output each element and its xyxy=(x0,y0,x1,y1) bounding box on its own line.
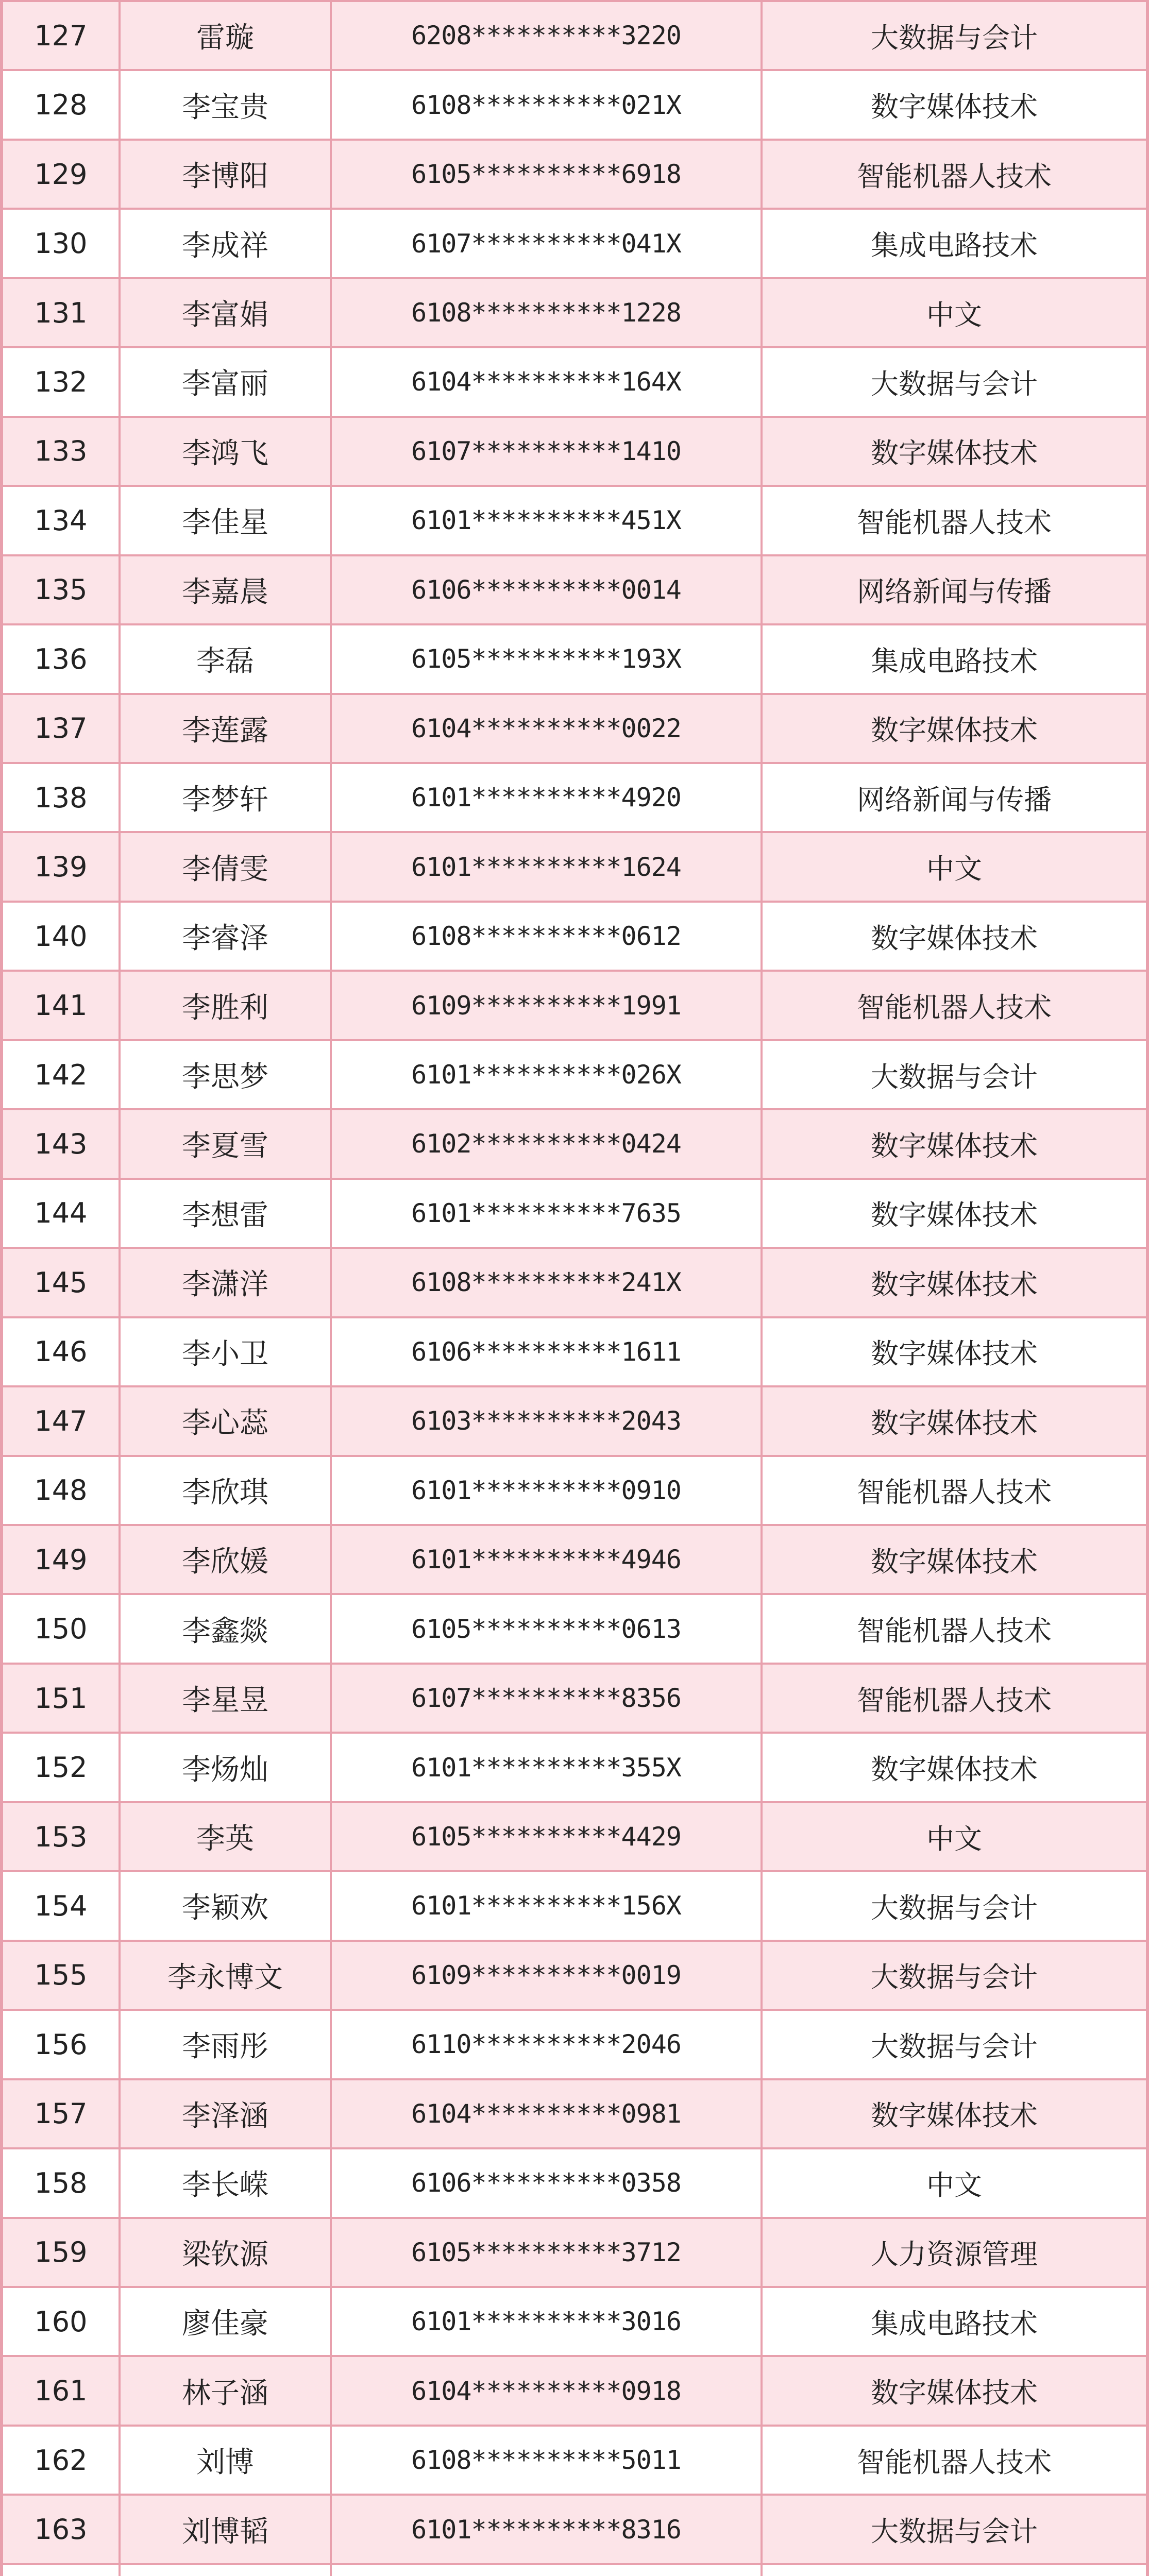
row-number: 162 xyxy=(3,2427,121,2494)
student-name: 廖佳豪 xyxy=(121,2288,332,2355)
student-name: 李睿泽 xyxy=(121,903,332,970)
student-name: 李长嵘 xyxy=(121,2149,332,2216)
student-name: 李潇洋 xyxy=(121,1249,332,1316)
table-row xyxy=(0,764,1149,833)
table-row xyxy=(0,2149,1149,2218)
table-row xyxy=(0,1595,1149,1664)
table-row xyxy=(0,833,1149,902)
id-number: 6106**********0358 xyxy=(332,2149,763,2216)
table-row xyxy=(0,2496,1149,2565)
id-number: 6105**********0613 xyxy=(332,1595,763,1662)
major: 中文 xyxy=(926,853,982,886)
student-name: 李炀灿 xyxy=(121,1734,332,1801)
student-name: 雷璇 xyxy=(121,2,332,69)
row-number: 154 xyxy=(3,1872,121,1939)
id-number: 6105**********193X xyxy=(332,625,763,692)
row-number: 129 xyxy=(3,141,121,208)
major: 智能机器人技术 xyxy=(857,1684,1052,1717)
row-number: 158 xyxy=(3,2149,121,2216)
row-number: 140 xyxy=(3,903,121,970)
table-row xyxy=(0,1180,1149,1249)
student-name: 李夏雪 xyxy=(121,1110,332,1177)
student-name: 李嘉晨 xyxy=(121,556,332,623)
student-name: 李倩雯 xyxy=(121,833,332,900)
student-name: 李思梦 xyxy=(121,1041,332,1108)
major: 集成电路技术 xyxy=(871,2307,1038,2340)
row-number: 150 xyxy=(3,1595,121,1662)
major: 数字媒体技术 xyxy=(871,1753,1038,1786)
row-number: 145 xyxy=(3,1249,121,1316)
id-number: 6109**********0019 xyxy=(332,1942,763,2009)
student-name: 李梦轩 xyxy=(121,764,332,831)
table-row xyxy=(0,1942,1149,2011)
row-number: 153 xyxy=(3,1803,121,1870)
table-row xyxy=(0,2565,1149,2576)
id-number: 6101**********7635 xyxy=(332,1180,763,1247)
id-number: 6107**********1410 xyxy=(332,418,763,485)
major: 数字媒体技术 xyxy=(871,2377,1038,2410)
major: 大数据与会计 xyxy=(871,21,1038,54)
id-number: 6101**********451X xyxy=(332,487,763,554)
row-number: 133 xyxy=(3,418,121,485)
id-number: 6104**********0981 xyxy=(332,2080,763,2147)
id-number: 6106**********0014 xyxy=(332,556,763,623)
row-number: 135 xyxy=(3,556,121,623)
student-name: 李想雷 xyxy=(121,1180,332,1247)
id-number: 6104**********0918 xyxy=(332,2357,763,2424)
student-name: 刘博韬 xyxy=(121,2496,332,2563)
major: 数字媒体技术 xyxy=(871,1337,1038,1370)
id-number: 6101**********026X xyxy=(332,1041,763,1108)
row-number: 143 xyxy=(3,1110,121,1177)
student-name: 李泽涵 xyxy=(121,2080,332,2147)
row-number: 134 xyxy=(3,487,121,554)
id-number: 6101**********3016 xyxy=(332,2288,763,2355)
table-row xyxy=(0,1041,1149,1110)
student-name: 李欣琪 xyxy=(121,1457,332,1524)
major: 集成电路技术 xyxy=(871,645,1038,677)
table-row xyxy=(0,1872,1149,1941)
student-name: 李富娟 xyxy=(121,279,332,346)
id-number: 6105**********3712 xyxy=(332,2219,763,2286)
student-name: 李星昱 xyxy=(121,1665,332,1732)
table-row xyxy=(0,1387,1149,1456)
table-row xyxy=(0,141,1149,210)
row-number: 137 xyxy=(3,695,121,762)
id-number: 6104**********164X xyxy=(332,348,763,415)
id-number: 6101**********156X xyxy=(332,1872,763,1939)
major xyxy=(763,2565,1146,2576)
id-number: 6108**********1228 xyxy=(332,279,763,346)
major: 大数据与会计 xyxy=(871,1891,1038,1924)
row-number: 128 xyxy=(3,71,121,138)
id-number: 6108**********241X xyxy=(332,1249,763,1316)
table-row xyxy=(0,348,1149,417)
table-row xyxy=(0,2080,1149,2149)
row-number: 141 xyxy=(3,972,121,1039)
table-row xyxy=(0,2288,1149,2357)
id-number xyxy=(332,2565,763,2576)
table-row xyxy=(0,210,1149,279)
major: 人力资源管理 xyxy=(871,2238,1038,2271)
table-row xyxy=(0,1110,1149,1179)
row-number: 152 xyxy=(3,1734,121,1801)
id-number: 6105**********6918 xyxy=(332,141,763,208)
major: 中文 xyxy=(926,1822,982,1855)
table-row xyxy=(0,1803,1149,1872)
major: 数字媒体技术 xyxy=(871,922,1038,955)
major: 中文 xyxy=(926,2168,982,2201)
id-number: 6106**********1611 xyxy=(332,1318,763,1385)
row-number: 147 xyxy=(3,1387,121,1454)
major: 网络新闻与传播 xyxy=(857,575,1052,608)
row-number: 151 xyxy=(3,1665,121,1732)
major: 数字媒体技术 xyxy=(871,1545,1038,1578)
id-number: 6101**********4946 xyxy=(332,1526,763,1593)
table-row xyxy=(0,2357,1149,2426)
student-name: 李英 xyxy=(121,1803,332,1870)
student-name: 李佳星 xyxy=(121,487,332,554)
table-row xyxy=(0,695,1149,764)
table-row xyxy=(0,625,1149,694)
student-name: 刘博 xyxy=(121,2427,332,2494)
major: 智能机器人技术 xyxy=(857,1615,1052,1648)
id-number: 6101**********1624 xyxy=(332,833,763,900)
table-row xyxy=(0,2,1149,71)
id-number: 6108**********0612 xyxy=(332,903,763,970)
major: 大数据与会计 xyxy=(871,367,1038,400)
major: 数字媒体技术 xyxy=(871,714,1038,747)
major: 数字媒体技术 xyxy=(871,91,1038,124)
major: 数字媒体技术 xyxy=(871,1268,1038,1301)
major: 智能机器人技术 xyxy=(857,1476,1052,1509)
student-name: 李磊 xyxy=(121,625,332,692)
table-row xyxy=(0,556,1149,625)
id-number: 6109**********1991 xyxy=(332,972,763,1039)
id-number: 6107**********8356 xyxy=(332,1665,763,1732)
id-number: 6103**********2043 xyxy=(332,1387,763,1454)
major: 智能机器人技术 xyxy=(857,160,1052,193)
table-row xyxy=(0,2011,1149,2080)
row-number: 144 xyxy=(3,1180,121,1247)
table-row xyxy=(0,2427,1149,2496)
row-number: 148 xyxy=(3,1457,121,1524)
major: 大数据与会计 xyxy=(871,1961,1038,1994)
id-number: 6108**********021X xyxy=(332,71,763,138)
table-row xyxy=(0,418,1149,487)
row-number: 139 xyxy=(3,833,121,900)
id-number: 6102**********0424 xyxy=(332,1110,763,1177)
table-row xyxy=(0,71,1149,140)
major: 数字媒体技术 xyxy=(871,1129,1038,1162)
row-number: 146 xyxy=(3,1318,121,1385)
row-number: 130 xyxy=(3,210,121,277)
row-number: 138 xyxy=(3,764,121,831)
row-number: 149 xyxy=(3,1526,121,1593)
row-number: 136 xyxy=(3,625,121,692)
student-name: 李宝贵 xyxy=(121,71,332,138)
student-name xyxy=(121,2565,332,2576)
student-name: 李博阳 xyxy=(121,141,332,208)
major: 大数据与会计 xyxy=(871,1060,1038,1093)
table-row xyxy=(0,2219,1149,2288)
id-number: 6105**********4429 xyxy=(332,1803,763,1870)
student-name: 李成祥 xyxy=(121,210,332,277)
table-row xyxy=(0,1665,1149,1734)
table-row xyxy=(0,1249,1149,1318)
student-name: 李雨彤 xyxy=(121,2011,332,2078)
id-number: 6101**********0910 xyxy=(332,1457,763,1524)
student-name: 梁钦源 xyxy=(121,2219,332,2286)
major: 数字媒体技术 xyxy=(871,2099,1038,2132)
row-number: 163 xyxy=(3,2496,121,2563)
major: 数字媒体技术 xyxy=(871,1406,1038,1439)
major: 网络新闻与传播 xyxy=(857,783,1052,816)
row-number: 157 xyxy=(3,2080,121,2147)
major: 智能机器人技术 xyxy=(857,506,1052,539)
table-row xyxy=(0,487,1149,556)
row-number: 127 xyxy=(3,2,121,69)
table-row xyxy=(0,1734,1149,1803)
id-number: 6110**********2046 xyxy=(332,2011,763,2078)
table-row xyxy=(0,972,1149,1041)
row-number: 161 xyxy=(3,2357,121,2424)
id-number: 6101**********355X xyxy=(332,1734,763,1801)
student-name: 李鑫燚 xyxy=(121,1595,332,1662)
student-name: 李欣媛 xyxy=(121,1526,332,1593)
id-number: 6101**********8316 xyxy=(332,2496,763,2563)
student-name: 李永博文 xyxy=(121,1942,332,2009)
row-number: 156 xyxy=(3,2011,121,2078)
table-row xyxy=(0,903,1149,972)
major: 智能机器人技术 xyxy=(857,991,1052,1024)
row-number: 159 xyxy=(3,2219,121,2286)
id-number: 6101**********4920 xyxy=(332,764,763,831)
table-row xyxy=(0,1457,1149,1526)
major: 数字媒体技术 xyxy=(871,437,1038,470)
row-number: 155 xyxy=(3,1942,121,2009)
id-number: 6107**********041X xyxy=(332,210,763,277)
major: 智能机器人技术 xyxy=(857,2446,1052,2479)
major: 集成电路技术 xyxy=(871,229,1038,262)
id-number: 6108**********5011 xyxy=(332,2427,763,2494)
major: 中文 xyxy=(926,298,982,331)
row-number: 160 xyxy=(3,2288,121,2355)
row-number: 131 xyxy=(3,279,121,346)
table-row xyxy=(0,1526,1149,1595)
student-name: 李富丽 xyxy=(121,348,332,415)
student-name: 李莲露 xyxy=(121,695,332,762)
student-name: 李胜利 xyxy=(121,972,332,1039)
row-number: 142 xyxy=(3,1041,121,1108)
student-name: 李心蕊 xyxy=(121,1387,332,1454)
major: 大数据与会计 xyxy=(871,2515,1038,2548)
id-number: 6104**********0022 xyxy=(332,695,763,762)
student-name: 李颖欢 xyxy=(121,1872,332,1939)
major: 大数据与会计 xyxy=(871,2030,1038,2063)
row-number xyxy=(3,2565,121,2576)
table-row xyxy=(0,279,1149,348)
table-row xyxy=(0,1318,1149,1387)
row-number: 132 xyxy=(3,348,121,415)
student-name: 李鸿飞 xyxy=(121,418,332,485)
student-name: 林子涵 xyxy=(121,2357,332,2424)
id-number: 6208**********3220 xyxy=(332,2,763,69)
student-name: 李小卫 xyxy=(121,1318,332,1385)
major: 数字媒体技术 xyxy=(871,1199,1038,1232)
